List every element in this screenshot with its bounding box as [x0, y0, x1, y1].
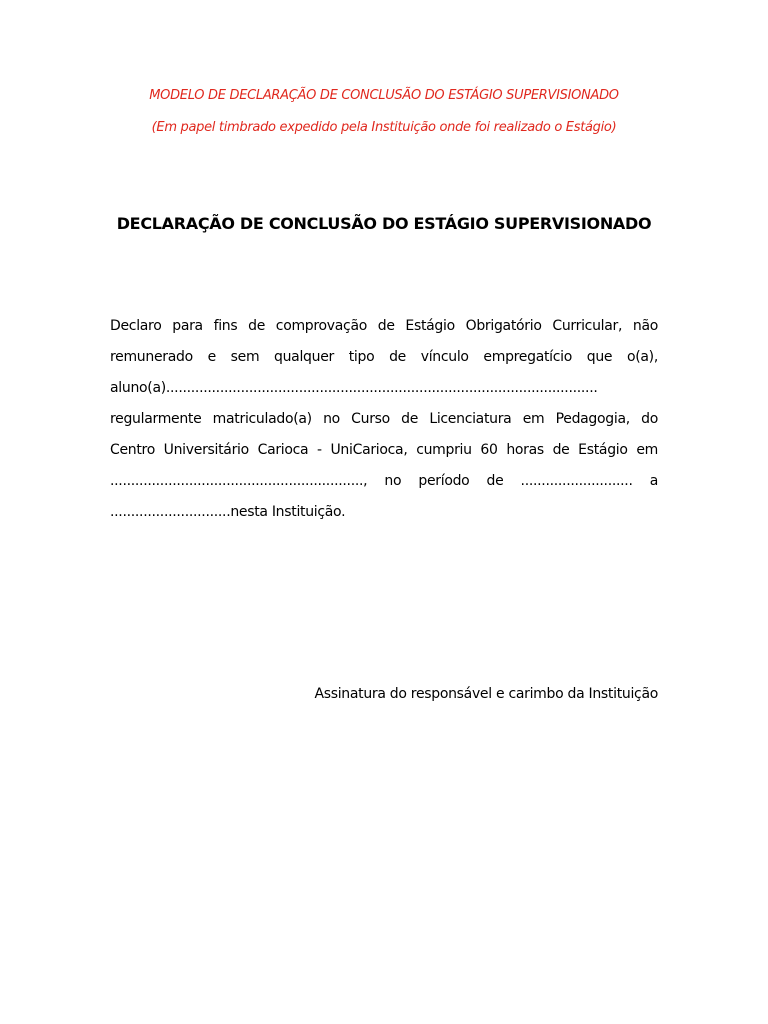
template-note-instruction: (Em papel timbrado expedido pela Instituição onde foi realizado o Estágio): [151, 120, 617, 135]
body-line: Declaro para fins de comprovação de Estágio Obrigatório Curricular, não: [110, 318, 658, 334]
body-line: regularmente matriculado(a) no Curso de Licenciatura em Pedagogia, do: [110, 411, 658, 427]
body-line-institution-blank: .............................nesta Instituição.: [110, 504, 346, 520]
declaration-title: DECLARAÇÃO DE CONCLUSÃO DO ESTÁGIO SUPERVISIONADO: [116, 214, 652, 233]
body-line-student-blank: aluno(a)........................................................................................................: [110, 380, 598, 396]
body-line: remunerado e sem qualquer tipo de vínculo empregatício que o(a),: [110, 349, 658, 365]
body-line-period-blank: ............................................................., no período de ........................... a: [110, 473, 658, 489]
body-line: Centro Universitário Carioca - UniCarioca, cumpriu 60 horas de Estágio em: [110, 442, 658, 458]
template-note-title: MODELO DE DECLARAÇÃO DE CONCLUSÃO DO ESTÁGIO SUPERVISIONADO: [149, 88, 619, 103]
declaration-body: [110, 311, 658, 528]
signature-caption: Assinatura do responsável e carimbo da Instituição: [314, 686, 658, 702]
